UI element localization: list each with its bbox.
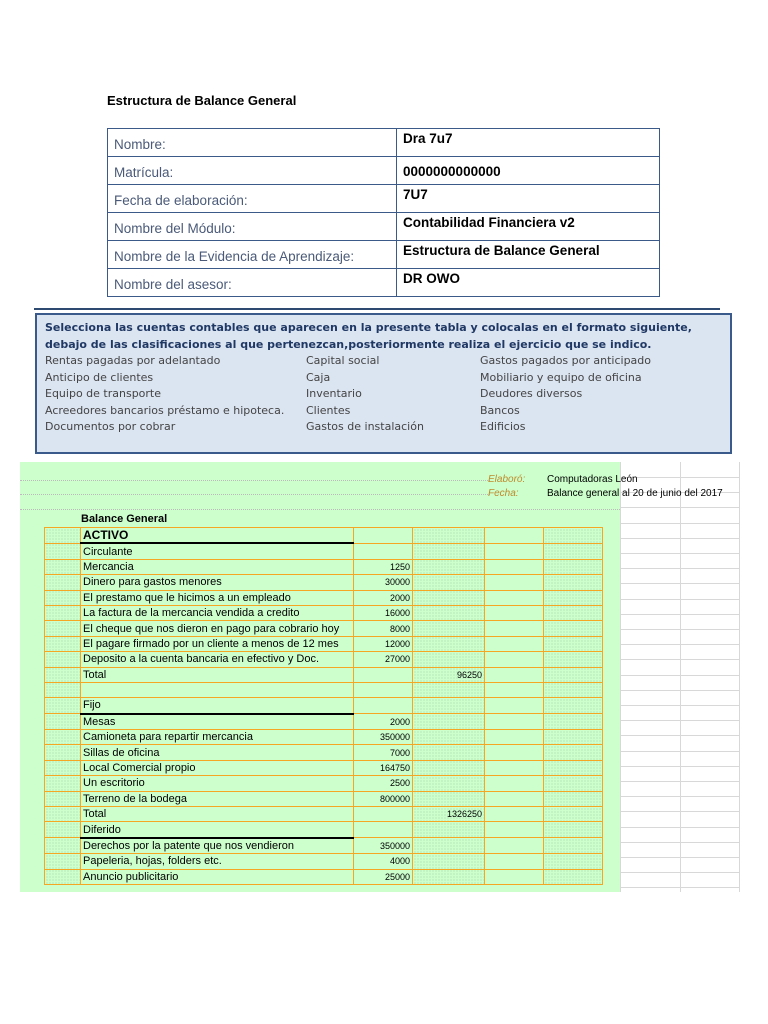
account-item: Inventario [306,387,362,400]
balance-row [45,714,603,730]
cell-blank [544,791,603,806]
cell-blank [45,854,81,869]
info-value: 7U7 [397,185,660,213]
grid-line [620,599,740,600]
account-name: Circulante [81,543,354,559]
section-total [413,528,485,544]
account-amount: 30000 [354,575,413,590]
cell-blank [45,791,81,806]
cell-blank [485,822,544,838]
account-name: Dinero para gastos menores [81,575,354,590]
account-item: Edificios [480,420,526,433]
account-amount: 350000 [354,838,413,854]
account-name: Derechos por la patente que nos vendieron [81,838,354,854]
balance-row [45,822,603,838]
account-name: Local Comercial propio [81,760,354,775]
account-item: Gastos pagados por anticipado [480,354,652,367]
cell-blank [45,807,81,822]
account-item: Gastos de instalación [306,420,424,433]
balance-row [45,760,603,775]
account-name: Papeleria, hojas, folders etc. [81,854,354,869]
page-title: Estructura de Balance General [107,93,297,108]
account-amount: 1250 [354,559,413,574]
cell-blank [485,838,544,854]
account-amount: 16000 [354,605,413,620]
cell-blank [485,559,544,574]
student-info-table [107,128,660,297]
cell-blank [485,745,544,760]
info-value: DR OWO [397,269,660,297]
account-name: Un escritorio [81,776,354,791]
cell-blank [544,745,603,760]
balance-row [45,838,603,854]
elaboro-value: Computadoras León [547,474,638,485]
cell-blank [544,543,603,559]
account-item: Capital social [306,354,380,367]
cell-blank [45,760,81,775]
account-amount: 12000 [354,636,413,651]
balance-row [45,745,603,760]
balance-row [45,559,603,574]
cell-blank [485,528,544,544]
info-row [108,129,660,157]
cell-blank [544,714,603,730]
grid-line [620,705,740,706]
info-label: Nombre del Módulo: [108,213,397,241]
info-row [108,241,660,269]
cell-blank [544,590,603,605]
cell-blank [45,652,81,667]
account-amount [354,682,413,697]
section-total [413,730,485,745]
section-total [413,543,485,559]
account-item: Acreedores bancarios préstamo e hipoteca. [45,403,285,417]
cell-blank [544,776,603,791]
elaboro-label: Elaboró: [488,474,526,485]
account-name: El cheque que nos dieron en pago para cobrario hoy [81,621,354,636]
grid-line [620,538,740,539]
balance-row [45,667,603,682]
cell-blank [544,559,603,574]
grid-line [620,887,740,888]
account-item: Anticipo de clientes [45,370,154,384]
grid-line [620,614,740,615]
account-item: Equipo de transporte [45,387,162,400]
section-total [413,822,485,838]
account-name: Mesas [81,714,354,730]
account-name: Anuncio publicitario [81,869,354,884]
section-total [413,559,485,574]
account-item: Mobiliario y equipo de oficina [480,370,642,384]
cell-blank [45,838,81,854]
balance-row [45,698,603,714]
grid-line [620,644,740,645]
account-name: La factura de la mercancia vendida a credito [81,605,354,620]
fecha-label: Fecha: [488,488,519,499]
info-label: Fecha de elaboración: [108,185,397,213]
instructions-text: Selecciona las cuentas contables que aparecen en la presente tabla y colocalas en el formato siguiente, debajo de las clasificaciones al que pertenezcan,posteriormente realiza el ejercicio que se indico. [45,321,692,351]
balance-row [45,636,603,651]
cell-blank [45,636,81,651]
grid-line [620,553,740,554]
cell-blank [485,636,544,651]
grid-line [20,494,490,495]
grid-line [620,842,740,843]
grid-line [620,735,740,736]
account-name: Fijo [81,698,354,714]
account-amount [354,528,413,544]
grid-line [620,857,740,858]
section-total [413,682,485,697]
info-label: Nombre del asesor: [108,269,397,297]
account-item: Caja [306,370,331,384]
section-total: 1326250 [413,807,485,822]
cell-blank [485,575,544,590]
balance-row [45,791,603,806]
account-amount: 2000 [354,714,413,730]
section-total [413,760,485,775]
grid-line [620,477,740,478]
account-name: Mercancia [81,559,354,574]
grid-line [620,568,740,569]
account-name: Camioneta para repartir mercancia [81,730,354,745]
balance-row [45,854,603,869]
cell-blank [485,776,544,791]
cell-blank [544,854,603,869]
account-amount: 8000 [354,621,413,636]
section-total [413,575,485,590]
info-row [108,185,660,213]
account-name: El prestamo que le hicimos a un empleado [81,590,354,605]
cell-blank [544,636,603,651]
cell-blank [485,714,544,730]
cell-blank [544,807,603,822]
account-item: Documentos por cobrar [45,420,176,433]
grid-line [620,720,740,721]
section-total [413,854,485,869]
account-name: Deposito a la cuenta bancaria en efectivo y Doc. [81,652,354,667]
info-row [108,157,660,185]
grid-line [620,796,740,797]
account-amount: 164750 [354,760,413,775]
balance-row [45,869,603,884]
cell-blank [544,822,603,838]
grid-line [620,781,740,782]
account-item: Rentas pagadas por adelantado [45,354,221,367]
cell-blank [485,760,544,775]
balance-title: Balance General [81,513,168,525]
account-item: Clientes [306,403,351,417]
cell-blank [45,745,81,760]
account-amount [354,822,413,838]
cell-blank [544,652,603,667]
grid-line [620,827,740,828]
balance-row [45,682,603,697]
info-value: Contabilidad Financiera v2 [397,213,660,241]
cell-blank [485,621,544,636]
grid-line [620,659,740,660]
cell-blank [45,714,81,730]
balance-row [45,590,603,605]
account-amount: 350000 [354,730,413,745]
section-total: 96250 [413,667,485,682]
cell-blank [485,667,544,682]
balance-sheet-table [44,527,603,885]
instructions-top-border [34,308,720,310]
grid-line [620,675,740,676]
account-name: El pagare firmado por un cliente a menos de 12 mes [81,636,354,651]
account-amount: 25000 [354,869,413,884]
account-name: Diferido [81,822,354,838]
cell-blank [45,528,81,544]
cell-blank [485,605,544,620]
account-name: Terreno de la bodega [81,791,354,806]
balance-row [45,575,603,590]
cell-blank [485,791,544,806]
cell-blank [45,590,81,605]
account-amount: 7000 [354,745,413,760]
cell-blank [544,838,603,854]
cell-blank [544,575,603,590]
cell-blank [485,807,544,822]
cell-blank [45,543,81,559]
info-label: Nombre de la Evidencia de Aprendizaje: [108,241,397,269]
cell-blank [45,575,81,590]
account-name: Total [81,807,354,822]
cell-blank [485,590,544,605]
section-total [413,652,485,667]
grid-line [620,811,740,812]
info-value: Estructura de Balance General [397,241,660,269]
cell-blank [485,698,544,714]
cell-blank [544,605,603,620]
account-amount [354,698,413,714]
section-total [413,838,485,854]
balance-row [45,730,603,745]
grid-line [620,751,740,752]
account-amount: 4000 [354,854,413,869]
account-name [81,682,354,697]
cell-blank [485,854,544,869]
account-amount: 2500 [354,776,413,791]
section-total [413,745,485,760]
section-total [413,869,485,884]
info-value: 0000000000000 [397,157,660,185]
cell-blank [45,730,81,745]
account-amount [354,807,413,822]
cell-blank [485,543,544,559]
info-label: Matrícula: [108,157,397,185]
account-item: Bancos [480,403,520,417]
account-amount: 800000 [354,791,413,806]
cell-blank [45,559,81,574]
section-total [413,605,485,620]
section-total [413,636,485,651]
section-total [413,698,485,714]
cell-blank [45,869,81,884]
grid-line [20,509,620,510]
account-amount [354,667,413,682]
grid-line [620,872,740,873]
account-name: ACTIVO [81,528,354,544]
balance-row [45,543,603,559]
section-total [413,776,485,791]
cell-blank [45,822,81,838]
account-name: Total [81,667,354,682]
cell-blank [544,621,603,636]
cell-blank [544,869,603,884]
section-total [413,791,485,806]
info-label: Nombre: [108,129,397,157]
cell-blank [45,621,81,636]
cell-blank [485,869,544,884]
grid-line [620,766,740,767]
cell-blank [45,776,81,791]
account-item: Deudores diversos [480,387,583,400]
grid-line [20,480,490,481]
cell-blank [485,652,544,667]
cell-blank [485,730,544,745]
grid-line [620,629,740,630]
balance-row [45,776,603,791]
balance-row [45,621,603,636]
info-row [108,269,660,297]
balance-row [45,605,603,620]
grid-line [620,690,740,691]
info-row [108,213,660,241]
section-total [413,621,485,636]
cell-blank [544,730,603,745]
cell-blank [45,682,81,697]
account-name: Sillas de oficina [81,745,354,760]
balance-row [45,807,603,822]
fecha-value: Balance general al 20 de junio del 2017 [547,488,723,499]
account-amount: 2000 [354,590,413,605]
cell-blank [544,760,603,775]
cell-blank [544,698,603,714]
balance-row [45,652,603,667]
cell-blank [45,698,81,714]
balance-row [45,528,603,544]
section-total [413,590,485,605]
grid-line [620,507,740,508]
cell-blank [544,528,603,544]
cell-blank [45,667,81,682]
info-value: Dra 7u7 [397,129,660,157]
account-amount: 27000 [354,652,413,667]
cell-blank [485,682,544,697]
grid-line [620,583,740,584]
cell-blank [45,605,81,620]
account-amount [354,543,413,559]
spreadsheet-empty-columns [620,462,740,892]
grid-line [620,523,740,524]
instructions-box [35,313,732,454]
cell-blank [544,667,603,682]
cell-blank [544,682,603,697]
section-total [413,714,485,730]
